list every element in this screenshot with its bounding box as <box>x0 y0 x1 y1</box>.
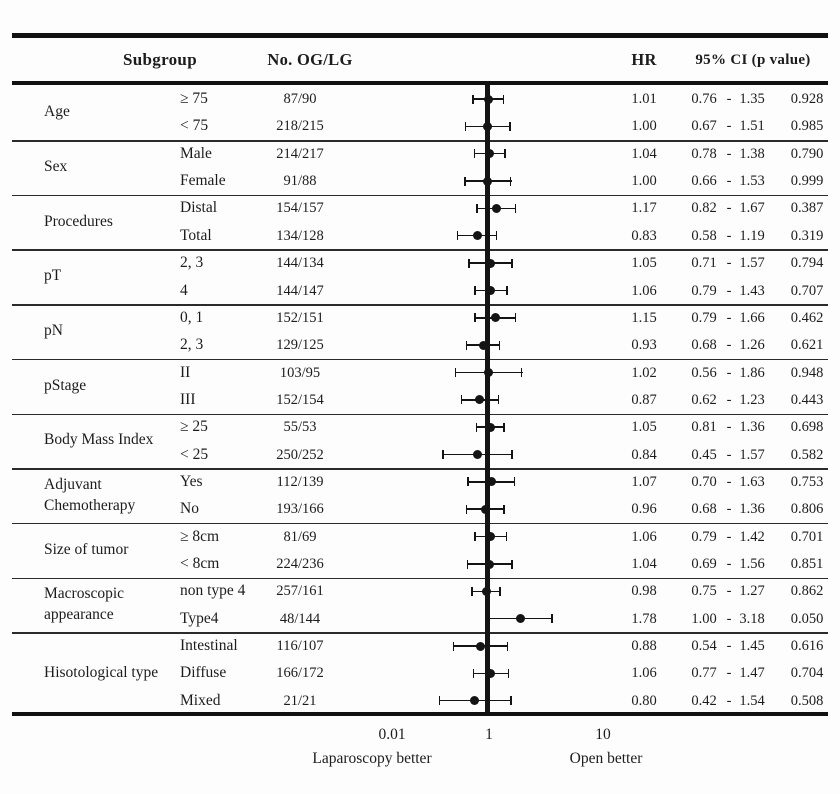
ci-low: 0.70 <box>691 473 717 490</box>
ci-high: 1.51 <box>739 118 765 135</box>
ci-low: 0.56 <box>691 364 717 381</box>
p-value: 0.621 <box>790 337 824 354</box>
hr-dot <box>483 122 492 131</box>
n-og-lg: 144/134 <box>276 255 324 272</box>
n-og-lg: 91/88 <box>283 173 317 190</box>
subgroup-level: II <box>180 363 191 381</box>
ci-dash: - <box>726 583 732 600</box>
ci-high: 1.45 <box>739 638 765 654</box>
hr-value: 0.88 <box>631 638 657 654</box>
hr-value: 0.98 <box>631 583 657 600</box>
ci-dash: - <box>726 173 732 190</box>
subgroup-level: ≥ 25 <box>180 418 208 436</box>
hr-value: 1.17 <box>631 200 657 217</box>
hr-dot <box>492 204 501 213</box>
n-og-lg: 218/215 <box>276 118 324 135</box>
ci-cap-left <box>474 149 476 158</box>
ci-cap-right <box>510 177 512 186</box>
ci-high: 1.36 <box>739 501 765 518</box>
x-axis-tick-label: 1 <box>485 726 493 743</box>
hr-dot <box>473 231 482 240</box>
p-value: 0.462 <box>790 309 824 326</box>
hr-dot <box>484 368 493 377</box>
ci-cap-right <box>499 587 501 596</box>
hr-dot <box>483 177 492 186</box>
subgroup-level: 2, 3 <box>180 254 204 272</box>
n-og-lg: 152/154 <box>276 391 324 408</box>
n-og-lg: 129/125 <box>276 337 324 354</box>
ci-cap-left <box>453 642 455 651</box>
hr-dot <box>485 560 494 569</box>
header-ci-pvalue: 95% CI (p value) <box>695 52 811 68</box>
bottom-rule <box>12 712 828 716</box>
subgroup-level: Type4 <box>180 609 219 627</box>
group-label: Body Mass Index <box>44 431 154 449</box>
ci-cap-left <box>461 395 463 404</box>
hr-value: 1.05 <box>631 255 657 272</box>
n-og-lg: 193/166 <box>276 501 324 518</box>
ci-low: 0.79 <box>691 528 717 545</box>
hr-dot <box>486 259 495 268</box>
ci-cap-right <box>551 614 553 623</box>
ci-low: 0.42 <box>691 692 717 709</box>
ci-high: 1.66 <box>739 309 765 326</box>
ci-low: 0.77 <box>691 665 717 682</box>
ci-dash: - <box>726 665 732 682</box>
ci-dash: - <box>726 446 732 463</box>
hr-value: 1.15 <box>631 309 657 326</box>
ci-low: 0.62 <box>691 391 717 408</box>
ci-high: 1.42 <box>739 528 765 545</box>
x-axis-tick-label: 0.01 <box>378 726 406 743</box>
n-og-lg: 21/21 <box>283 692 317 709</box>
ci-cap-right <box>514 477 516 486</box>
ci-cap-right <box>503 505 505 514</box>
hr-dot <box>475 395 484 404</box>
p-value: 0.851 <box>790 556 824 572</box>
ci-dash: - <box>726 91 732 107</box>
n-og-lg: 144/147 <box>276 282 324 299</box>
p-value: 0.704 <box>790 665 824 682</box>
ci-cap-right <box>496 231 498 240</box>
ci-cap-right <box>515 313 517 322</box>
hr-value: 1.05 <box>631 419 657 436</box>
hr-value: 1.00 <box>631 118 657 135</box>
ci-dash: - <box>726 145 732 162</box>
group-label: Sex <box>44 157 68 175</box>
ci-low: 0.76 <box>691 91 717 107</box>
hr-value: 1.06 <box>631 528 657 545</box>
hr-value: 1.06 <box>631 665 657 682</box>
p-value: 0.319 <box>790 227 824 244</box>
hr-value: 1.06 <box>631 282 657 299</box>
n-og-lg: 55/53 <box>283 419 317 436</box>
p-value: 0.050 <box>790 610 824 627</box>
hr-value: 1.02 <box>631 364 657 381</box>
n-og-lg: 112/139 <box>276 473 324 490</box>
ci-cap-left <box>474 313 476 322</box>
p-value: 0.582 <box>790 446 824 463</box>
p-value: 0.790 <box>790 145 824 162</box>
hr-dot <box>487 477 496 486</box>
hr-value: 0.96 <box>631 501 657 518</box>
n-og-lg: 214/217 <box>276 145 324 162</box>
ci-cap-right <box>498 395 500 404</box>
hr-value: 1.04 <box>631 145 657 162</box>
hr-value: 1.01 <box>631 91 657 107</box>
ci-low: 0.69 <box>691 556 717 572</box>
hr-dot <box>470 696 479 705</box>
subgroup-level: < 8cm <box>180 555 220 572</box>
n-og-lg: 250/252 <box>276 446 324 463</box>
p-value: 0.948 <box>790 364 824 381</box>
ci-high: 1.27 <box>739 583 765 600</box>
ci-cap-left <box>476 423 478 432</box>
ci-low: 0.68 <box>691 501 717 518</box>
ci-cap-right <box>511 259 513 268</box>
ci-cap-left <box>442 450 444 459</box>
ci-cap-right <box>503 95 505 104</box>
hr-dot <box>473 450 482 459</box>
hr-dot <box>491 313 500 322</box>
group-label: pStage <box>44 376 87 394</box>
subgroup-level: No <box>180 500 199 518</box>
subgroup-level: < 75 <box>180 117 209 135</box>
ci-low: 0.68 <box>691 337 717 354</box>
ci-high: 1.54 <box>739 692 765 709</box>
hr-value: 0.84 <box>631 446 657 463</box>
ci-low: 0.54 <box>691 638 717 654</box>
p-value: 0.616 <box>790 638 824 654</box>
ci-high: 1.38 <box>739 145 765 162</box>
n-og-lg: 48/144 <box>279 610 321 627</box>
ci-dash: - <box>726 501 732 518</box>
hr-value: 0.93 <box>631 337 657 354</box>
n-og-lg: 134/128 <box>276 227 324 244</box>
ci-dash: - <box>726 391 732 408</box>
subgroup-level: Distal <box>180 199 218 217</box>
ci-cap-right <box>511 450 513 459</box>
ci-cap-right <box>499 341 501 350</box>
group-label: Adjuvant Chemotherapy <box>44 475 136 514</box>
p-value: 0.387 <box>790 200 824 217</box>
hr-dot <box>486 423 495 432</box>
subgroup-level: 0, 1 <box>180 308 204 326</box>
ci-dash: - <box>726 282 732 299</box>
ci-high: 1.43 <box>739 282 765 299</box>
ci-cap-left <box>467 560 469 569</box>
subgroup-level: ≥ 8cm <box>180 527 220 545</box>
ci-cap-left <box>473 669 475 678</box>
ci-low: 0.45 <box>691 446 717 463</box>
subgroup-level: Diffuse <box>180 664 227 682</box>
group-label: Size of tumor <box>44 540 129 558</box>
p-value: 0.443 <box>790 391 824 408</box>
ci-low: 0.66 <box>691 173 717 190</box>
subgroup-level: Male <box>180 144 212 162</box>
subgroup-level: Total <box>180 226 212 244</box>
n-og-lg: 166/172 <box>276 665 324 682</box>
ci-dash: - <box>726 528 732 545</box>
ci-high: 1.23 <box>739 391 765 408</box>
ci-cap-right <box>515 204 517 213</box>
ci-cap-left <box>468 259 470 268</box>
n-og-lg: 81/69 <box>283 528 317 545</box>
hr-dot <box>476 642 485 651</box>
subgroup-level: Yes <box>180 472 203 490</box>
p-value: 0.999 <box>790 173 824 190</box>
ci-dash: - <box>726 473 732 490</box>
p-value: 0.794 <box>790 255 824 272</box>
group-label: pN <box>44 321 63 339</box>
ci-high: 1.53 <box>739 173 765 190</box>
header-no-og-lg: No. OG/LG <box>267 50 353 69</box>
ci-dash: - <box>726 638 732 654</box>
n-og-lg: 224/236 <box>276 556 324 572</box>
subgroup-level: non type 4 <box>180 582 246 600</box>
subgroup-level: III <box>180 390 196 408</box>
ci-high: 1.35 <box>739 91 765 107</box>
ci-low: 0.81 <box>691 419 717 436</box>
ci-cap-left <box>465 122 467 131</box>
p-value: 0.701 <box>790 528 824 545</box>
ci-low: 0.82 <box>691 200 717 217</box>
ci-cap-left <box>466 505 468 514</box>
n-og-lg: 257/161 <box>276 583 324 600</box>
ci-cap-right <box>506 286 508 295</box>
n-og-lg: 154/157 <box>276 200 324 217</box>
ci-cap-left <box>472 95 474 104</box>
ci-cap-right <box>509 122 511 131</box>
ci-low: 1.00 <box>691 610 717 627</box>
group-label: Hisotological type <box>44 663 159 681</box>
hr-dot <box>486 669 495 678</box>
ci-high: 1.47 <box>739 665 765 682</box>
group-label: Macroscopic appearance <box>44 585 125 623</box>
hr-dot <box>516 614 525 623</box>
subgroup-level: Intestinal <box>180 637 238 654</box>
ci-cap-left <box>466 341 468 350</box>
ci-low: 0.79 <box>691 282 717 299</box>
ci-cap-left <box>471 587 473 596</box>
ci-high: 1.67 <box>739 200 765 217</box>
p-value: 0.862 <box>790 583 824 600</box>
hr-dot <box>479 341 488 350</box>
ci-high: 1.63 <box>739 473 765 490</box>
hr-value: 0.87 <box>631 391 657 408</box>
top-rule <box>12 33 828 38</box>
ci-cap-right <box>521 368 523 377</box>
ci-high: 1.19 <box>739 227 765 244</box>
ci-high: 1.86 <box>739 364 765 381</box>
n-og-lg: 103/95 <box>279 364 321 381</box>
subgroup-level: < 25 <box>180 445 209 463</box>
ci-low: 0.75 <box>691 583 717 600</box>
ci-cap-right <box>507 642 509 651</box>
subgroup-level: 2, 3 <box>180 336 204 354</box>
hr-dot <box>485 149 494 158</box>
ci-cap-left <box>476 204 478 213</box>
header-hr: HR <box>631 50 657 69</box>
ci-cap-right <box>511 560 513 569</box>
ci-cap-right <box>503 423 505 432</box>
ci-low: 0.58 <box>691 227 717 244</box>
ci-cap-left <box>467 477 469 486</box>
ci-cap-left <box>455 368 457 377</box>
subgroup-level: 4 <box>180 281 188 299</box>
ci-dash: - <box>726 364 732 381</box>
p-value: 0.928 <box>790 91 824 107</box>
ci-cap-right <box>506 532 508 541</box>
ci-high: 3.18 <box>739 610 765 627</box>
p-value: 0.707 <box>790 282 824 299</box>
hr-dot <box>486 532 495 541</box>
ci-cap-left <box>474 532 476 541</box>
hr-value: 1.07 <box>631 473 657 490</box>
subgroup-level: ≥ 75 <box>180 90 208 107</box>
ci-high: 1.36 <box>739 419 765 436</box>
ci-dash: - <box>726 419 732 436</box>
hr-value: 1.00 <box>631 173 657 190</box>
hr-value: 1.04 <box>631 556 657 572</box>
x-axis-tick-label: 10 <box>595 726 611 743</box>
ci-high: 1.56 <box>739 556 765 572</box>
ci-low: 0.71 <box>691 255 717 272</box>
ci-low: 0.78 <box>691 145 717 162</box>
p-value: 0.508 <box>790 692 824 709</box>
ci-dash: - <box>726 337 732 354</box>
ci-high: 1.26 <box>739 337 765 354</box>
hr-dot <box>481 505 490 514</box>
ci-cap-left <box>474 286 476 295</box>
hr-dot <box>484 95 493 104</box>
ci-dash: - <box>726 227 732 244</box>
ci-dash: - <box>726 255 732 272</box>
group-label: Age <box>44 103 70 121</box>
ci-cap-left <box>464 177 466 186</box>
ci-low: 0.79 <box>691 309 717 326</box>
hr-value: 0.83 <box>631 227 657 244</box>
ci-cap-right <box>510 696 512 705</box>
n-og-lg: 152/151 <box>276 309 324 326</box>
ci-dash: - <box>726 200 732 217</box>
subgroup-level: Female <box>180 172 226 190</box>
p-value: 0.985 <box>790 118 824 135</box>
ci-dash: - <box>726 692 732 709</box>
group-label: pT <box>44 267 62 285</box>
ci-cap-right <box>504 149 506 158</box>
ci-dash: - <box>726 610 732 627</box>
ci-cap-right <box>508 669 510 678</box>
hr-value: 1.78 <box>631 610 657 627</box>
ci-cap-left <box>439 696 441 705</box>
ci-cap-left <box>457 231 459 240</box>
ci-dash: - <box>726 556 732 572</box>
hr-dot <box>486 286 495 295</box>
p-value: 0.806 <box>790 501 824 518</box>
ci-high: 1.57 <box>739 446 765 463</box>
p-value: 0.753 <box>790 473 824 490</box>
n-og-lg: 87/90 <box>283 91 317 107</box>
ci-dash: - <box>726 118 732 135</box>
ci-low: 0.67 <box>691 118 717 135</box>
p-value: 0.698 <box>790 419 824 436</box>
hr-dot <box>482 587 491 596</box>
subgroup-level: Mixed <box>180 691 221 709</box>
axis-label-laparoscopy-better: Laparoscopy better <box>312 750 432 767</box>
ci-high: 1.57 <box>739 255 765 272</box>
n-og-lg: 116/107 <box>276 638 324 654</box>
axis-label-open-better: Open better <box>569 750 643 767</box>
group-label: Procedures <box>44 212 113 230</box>
hr-value: 0.80 <box>631 692 657 709</box>
ci-dash: - <box>726 309 732 326</box>
header-subgroup: Subgroup <box>123 50 197 69</box>
